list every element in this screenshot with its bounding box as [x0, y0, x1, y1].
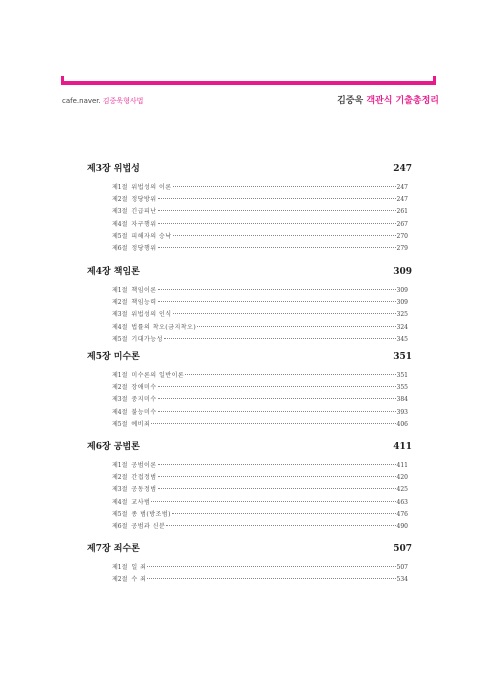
dot-leader	[185, 374, 395, 375]
header-title	[303, 93, 439, 106]
section-title: 긴급피난	[131, 208, 157, 216]
toc-entry[interactable]	[112, 309, 408, 321]
section-title: 기대가능성	[131, 335, 163, 343]
section-title: 불능미수	[131, 408, 157, 416]
section-title: 위법성의 이론	[131, 184, 172, 191]
section-number: 제1절	[112, 184, 128, 191]
section-number: 제5절	[112, 335, 128, 343]
dot-leader	[147, 566, 395, 567]
section-page: 463	[396, 498, 408, 506]
chapter-heading[interactable]	[87, 350, 412, 364]
toc-entry[interactable]	[112, 231, 408, 243]
chapter-heading[interactable]	[87, 440, 412, 454]
section-number: 제3절	[112, 208, 128, 216]
section-title: 장애미수	[131, 384, 157, 392]
toc-entry[interactable]	[112, 394, 408, 406]
dot-leader	[158, 386, 396, 387]
toc-entry[interactable]	[112, 484, 408, 496]
dot-leader	[151, 501, 395, 502]
dot-leader	[173, 313, 396, 314]
section-title: 공범이론	[131, 462, 157, 469]
dot-leader	[158, 464, 396, 465]
chapter-page: 507	[393, 544, 412, 554]
toc-entry[interactable]	[112, 472, 408, 484]
dot-leader	[158, 476, 396, 477]
toc-entry[interactable]	[112, 194, 408, 206]
section-title: 일 죄	[131, 564, 147, 571]
chapter-page: 247	[393, 164, 412, 174]
chapter-page: 351	[393, 352, 412, 362]
section-number: 제2절	[112, 384, 128, 392]
chapter-block	[87, 542, 412, 586]
dot-leader	[158, 223, 396, 224]
section-number: 제1절	[112, 287, 128, 294]
section-number: 제6절	[112, 522, 128, 530]
section-title: 정당행위	[131, 244, 157, 252]
toc-entry[interactable]	[112, 521, 408, 533]
section-title: 피해자의 승낙	[131, 232, 172, 240]
toc-entry[interactable]	[112, 382, 408, 394]
section-page: 324	[396, 323, 408, 331]
dot-leader	[173, 235, 396, 236]
section-page: 325	[396, 311, 408, 319]
section-page: 309	[396, 287, 408, 294]
chapter-block	[87, 162, 412, 255]
dot-leader	[172, 513, 396, 514]
header-rule-right-tick	[433, 76, 436, 85]
toc-entry[interactable]	[112, 219, 408, 231]
chapter-heading[interactable]	[87, 162, 412, 176]
toc-entry[interactable]	[112, 509, 408, 521]
toc-entry[interactable]	[112, 407, 408, 419]
chapter-title: 제7장 죄수론	[87, 544, 140, 554]
dot-leader	[158, 301, 396, 302]
dot-leader	[151, 423, 395, 424]
section-number: 제4절	[112, 323, 128, 331]
section-page: 425	[396, 486, 408, 494]
toc-entry[interactable]	[112, 285, 408, 297]
section-page: 476	[396, 510, 408, 518]
section-page: 261	[396, 208, 408, 216]
section-number: 제2절	[112, 196, 128, 204]
section-number: 제2절	[112, 474, 128, 482]
section-title: 자구행위	[131, 220, 157, 228]
section-number: 제4절	[112, 220, 128, 228]
chapter-block	[87, 440, 412, 533]
toc-entry[interactable]	[112, 334, 408, 346]
section-number: 제5절	[112, 510, 128, 518]
chapter-page: 309	[393, 267, 412, 277]
section-number: 제5절	[112, 232, 128, 240]
chapter-title: 제4장 책임론	[87, 267, 140, 277]
toc-entry[interactable]	[112, 460, 408, 472]
section-number: 제3절	[112, 396, 128, 404]
site-brand: 김중욱형사법	[102, 97, 144, 105]
dot-leader	[158, 289, 396, 290]
header-subtitle: 객관식 기출총정리	[366, 96, 439, 106]
dot-leader	[158, 210, 396, 211]
dot-leader	[197, 326, 395, 327]
toc-entry[interactable]	[112, 419, 408, 431]
section-page: 279	[396, 244, 408, 252]
dot-leader	[158, 398, 396, 399]
section-number: 제2절	[112, 299, 128, 307]
section-title: 책임능력	[131, 299, 157, 307]
dot-leader	[158, 198, 396, 199]
chapter-title: 제3장 위법성	[87, 164, 140, 174]
section-title: 수 죄	[131, 576, 147, 584]
section-number: 제4절	[112, 498, 128, 506]
chapter-title: 제6장 공범론	[87, 442, 140, 452]
toc-entry[interactable]	[112, 297, 408, 309]
section-title: 미수론의 일반이론	[131, 372, 185, 379]
header-site	[62, 96, 143, 106]
section-page: 507	[396, 564, 408, 571]
dot-leader	[147, 578, 395, 579]
section-page: 420	[396, 474, 408, 482]
toc-entry[interactable]	[112, 182, 408, 194]
section-title: 종 범(방조범)	[131, 510, 171, 518]
section-page: 270	[396, 232, 408, 240]
chapter-block	[87, 265, 412, 346]
section-page: 393	[396, 408, 408, 416]
section-number: 제1절	[112, 564, 128, 571]
toc-entry[interactable]	[112, 243, 408, 255]
toc-entry[interactable]	[112, 370, 408, 382]
section-number: 제3절	[112, 311, 128, 319]
dot-leader	[158, 247, 396, 248]
chapter-title: 제5장 미수론	[87, 352, 140, 362]
section-title: 공범과 신분	[131, 522, 166, 530]
section-number: 제5절	[112, 420, 128, 428]
header-rule-left-tick	[61, 76, 64, 85]
section-page: 351	[396, 372, 408, 379]
section-number: 제6절	[112, 244, 128, 252]
toc-entry[interactable]	[112, 497, 408, 509]
section-page: 411	[396, 462, 408, 469]
toc-entry[interactable]	[112, 562, 408, 574]
section-page: 247	[396, 196, 408, 204]
section-page: 267	[396, 220, 408, 228]
section-page: 534	[396, 576, 408, 584]
toc-entry[interactable]	[112, 322, 408, 334]
section-title: 위법성의 인식	[131, 311, 172, 319]
chapter-heading[interactable]	[87, 265, 412, 279]
section-number: 제3절	[112, 486, 128, 494]
dot-leader	[158, 488, 396, 489]
chapter-block	[87, 350, 412, 431]
header-rule	[61, 81, 436, 85]
section-number: 제1절	[112, 372, 128, 379]
section-title: 예비죄	[131, 420, 151, 428]
dot-leader	[164, 338, 396, 339]
section-title: 공동정범	[131, 486, 157, 494]
section-title: 중지미수	[131, 396, 157, 404]
section-number: 제1절	[112, 462, 128, 469]
section-title: 법률의 착오(금지착오)	[131, 323, 197, 331]
section-page: 490	[396, 522, 408, 530]
section-title: 책임이론	[131, 287, 157, 294]
section-title: 교사범	[131, 498, 151, 506]
toc-entry[interactable]	[112, 206, 408, 218]
section-page: 309	[396, 299, 408, 307]
section-page: 406	[396, 420, 408, 428]
section-page: 355	[396, 384, 408, 392]
section-page: 247	[396, 184, 408, 191]
header-author: 김중욱	[337, 96, 364, 106]
section-page: 384	[396, 396, 408, 404]
section-number: 제4절	[112, 408, 128, 416]
chapter-page: 411	[393, 442, 412, 452]
site-url: cafe.naver.	[62, 97, 101, 105]
section-title: 정당방위	[131, 196, 157, 204]
dot-leader	[173, 186, 396, 187]
toc-entry[interactable]	[112, 574, 408, 586]
dot-leader	[158, 411, 396, 412]
chapter-heading[interactable]	[87, 542, 412, 556]
dot-leader	[166, 525, 395, 526]
section-number: 제2절	[112, 576, 128, 584]
section-title: 간접정범	[131, 474, 157, 482]
section-page: 345	[396, 335, 408, 343]
